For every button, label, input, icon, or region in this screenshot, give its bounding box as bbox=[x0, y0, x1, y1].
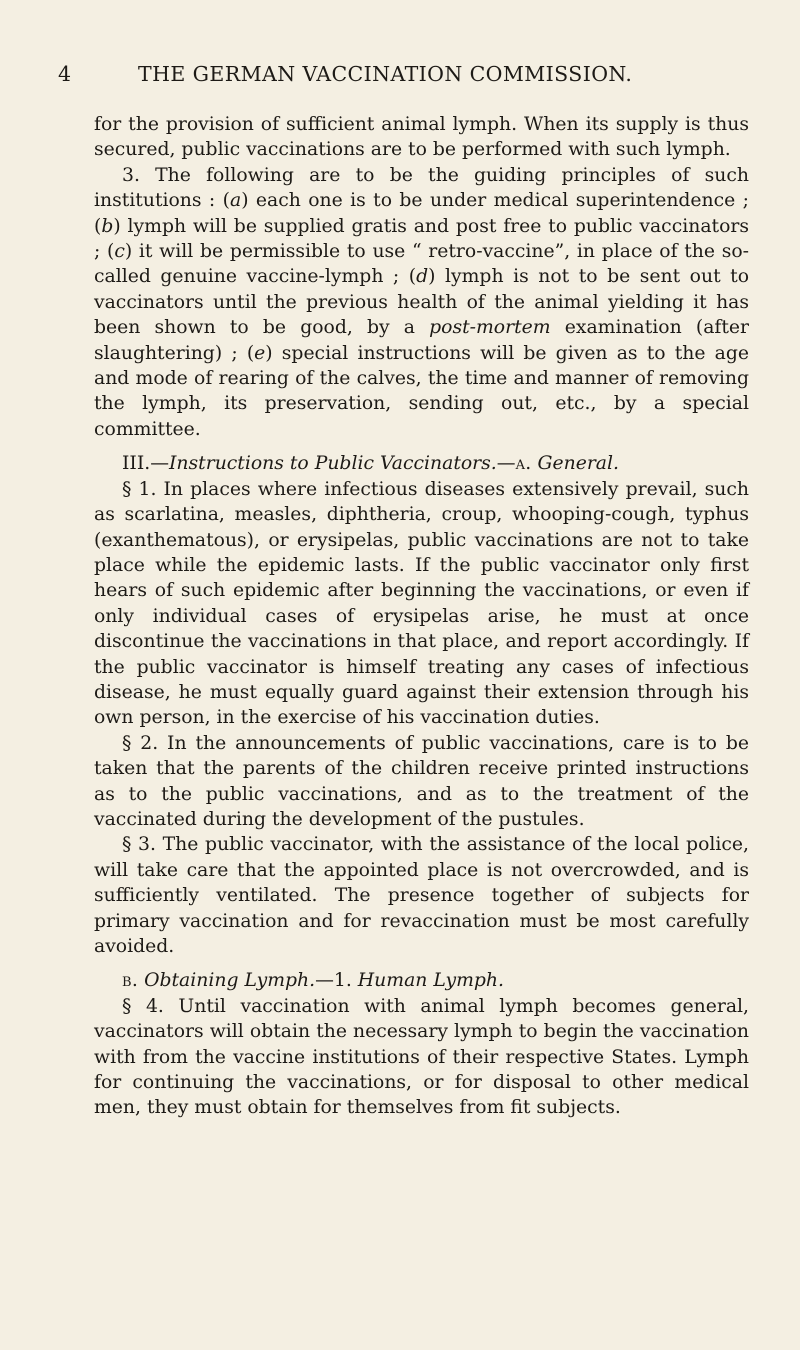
paragraph-continued: for the provision of sufficient animal lymph. When its supply is thus secured, public vaccinations are to be performed with such lymph. bbox=[94, 114, 749, 161]
section-2: § 2. In the announcements of public vaccinations, care is to be taken that the parents of the children receive printed instructions as to the public vaccinations, and as to the treatment of the vaccinated during the development of the pustules. bbox=[94, 732, 749, 830]
paragraph-3: 3. The following are to be the guiding principles of such institutions : (a) each one is to be under medical superintendence ; (b) lymph will be supplied gratis and post free to public vaccinators ; (c) it will be permissible to use “ retro-vaccine”, in place of the so-called genuine vaccine-lymph ; (d) lymph is not to be sent out to vaccinators until the previous health of the animal yielding it has been shown to be good, by a post-mortem examination (after slaughtering) ; (e) special instructions will be given as to the age and mode of rearing of the calves, the time and manner of removing the lymph, its preservation, sending out, etc., by a special committee. bbox=[94, 164, 750, 440]
body-text bbox=[94, 112, 749, 1121]
section-3: § 3. The public vaccinator, with the assistance of the local police, will take care that the appointed place is not overcrowded, and is sufficiently ventilated. The presence together of subjects for primary vaccination and for revaccination must be most carefully avoided. bbox=[94, 834, 749, 957]
running-title: THE GERMAN VACCINATION COMMISSION. bbox=[138, 62, 633, 86]
section-4: § 4. Until vaccination with animal lymph becomes general, vaccinators will obtain the necessary lymph to begin the vaccination with from the vaccine institutions of their respective States. Lymph for continuing the vaccinations, or for disposal to other medical men, they must obtain for themselves from fit subjects. bbox=[94, 995, 749, 1119]
section-heading-iii: III.—Instructions to Public Vaccinators.—a. General. bbox=[122, 453, 619, 475]
page-header bbox=[58, 62, 748, 90]
section-1: § 1. In places where infectious diseases extensively prevail, such as scarlatina, measles, diphtheria, croup, whooping-cough, typhus (exanthematous), or erysipelas, public vaccinations are not to take place while the epidemic lasts. If the public vaccinator only first hears of such epidemic after beginning the vaccinations, or even if only individual cases of erysipelas arise, he must at once discontinue the vaccinations in that place, and report accordingly. If the public vaccinator is himself treating any cases of infectious disease, he must equally guard against their extension through his own person, in the exercise of his vaccination duties. bbox=[94, 478, 749, 729]
subheading-b: b. Obtaining Lymph.—1. Human Lymph. bbox=[122, 970, 504, 992]
page-number: 4 bbox=[58, 62, 72, 86]
